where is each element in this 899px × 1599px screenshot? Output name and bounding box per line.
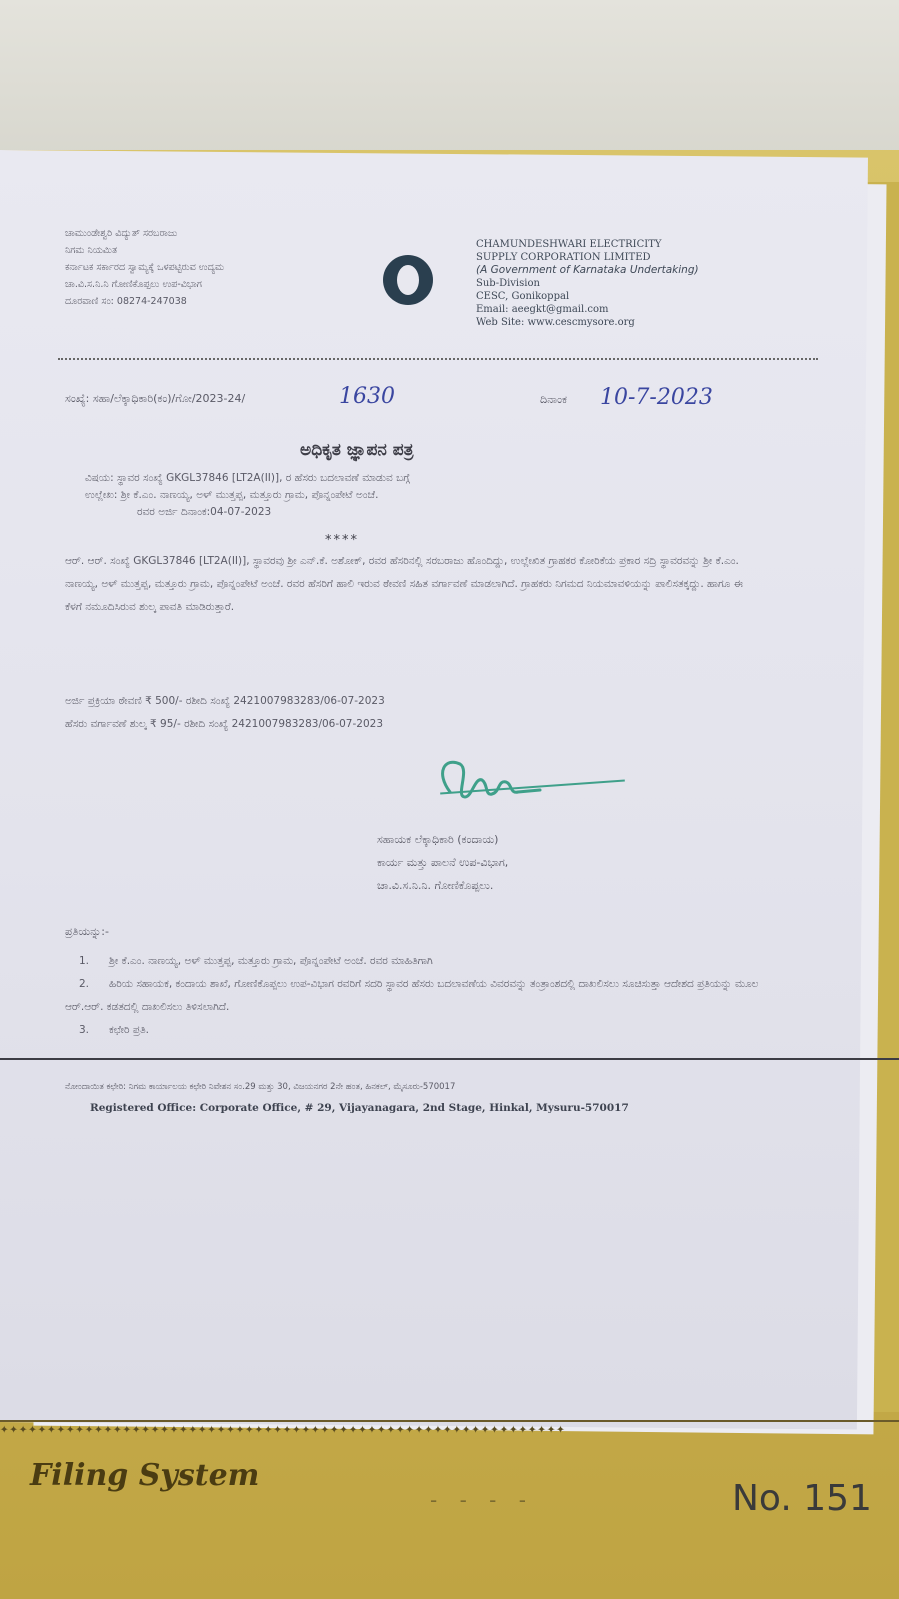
signature-image [430, 752, 550, 807]
letterhead-website: Web Site: www.cescmysore.org [476, 317, 635, 328]
folder-perforation: ✦✦✦✦✦✦✦✦✦✦✦✦✦✦✦✦✦✦✦✦✦✦✦✦✦✦✦✦✦✦✦✦✦✦✦✦✦✦✦✦✦✦✦✦✦✦✦✦✦✦✦✦✦✦✦✦✦✦✦✦ [0, 1420, 899, 1434]
letterhead-english [476, 238, 806, 329]
separator-stars: **** [325, 533, 359, 548]
application-date-line: ರವರ ಅರ್ಜಿ ದಿನಾಂಕ:04-07-2023 [137, 506, 272, 518]
signatory-title: ಸಹಾಯಕ ಲೆಕ್ಕಾಧಿಕಾರಿ (ಕಂದಾಯ) [377, 833, 499, 846]
document-title: ಅಧಿಕೃತ ಜ್ಞಾಪನ ಪತ್ರ [300, 440, 414, 460]
reference-line: ಉಲ್ಲೇಖ: ಶ್ರೀ ಕೆ.ಎಂ. ನಾಣಯ್ಯ, ಅಳ್ ಮುತ್ತಪ್ಪ, ಮತ್ತೂರು ಗ್ರಾಮ, ಪೊನ್ನಂಪೇಟೆ ಅಂಚೆ. [85, 489, 379, 501]
letterhead-line: ಚಾ.ವಿ.ಸ.ನಿ.ನಿ ಗೋಣಿಕೊಪ್ಪಲು ಉಪ-ವಿಭಾಗ [65, 279, 202, 290]
signatory-place: ಚಾ.ವಿ.ಸ.ನಿ.ನಿ. ಗೋಣಿಕೊಪ್ಪಲು. [377, 879, 494, 892]
fee-line: ಅರ್ಜಿ ಪ್ರಕ್ರಿಯಾ ಠೇವಣಿ ₹ 500/- ರಶೀದಿ ಸಂಖ್ಯೆ 2421007983283/06-07-2023 [65, 695, 385, 707]
fee-details [65, 690, 665, 736]
signatory-block [377, 828, 697, 897]
reference-number: 1630 [339, 384, 395, 409]
date-label: ದಿನಾಂಕ [540, 393, 567, 406]
letterhead-line: CHAMUNDESHWARI ELECTRICITY [476, 239, 662, 250]
letterhead-line: SUPPLY CORPORATION LIMITED [476, 252, 651, 263]
subject-block [85, 470, 705, 521]
header-divider [58, 358, 818, 360]
folder-brand: Filing System [30, 1458, 260, 1493]
letterhead-email: Email: aeegkt@gmail.com [476, 304, 609, 315]
letterhead-line: ಚಾಮುಂಡೇಶ್ವರಿ ವಿದ್ಯುತ್ ಸರಬರಾಜು [65, 228, 178, 239]
body-paragraph: ಆರ್. ಆರ್. ಸಂಖ್ಯೆ GKGL37846 [LT2A(II)], ಸ್ಥಾವರವು ಶ್ರೀ ಎನ್.ಕೆ. ಅಶೋಕ್, ರವರ ಹೆಸರಿನಲ್ಲಿ ಸರಬರಾಜು ಹೊಂದಿದ್ದು, ಉಲ್ಲೇಖಿತ ಗ್ರಾಹಕರ ಕೋರಿಕೆಯ ಪ್ರಕಾರ ಸದ್ರಿ ಸ್ಥಾವರವನ್ನು ಶ್ರೀ ಕೆ.ಎಂ. ನಾಣಯ್ಯ, ಅಳ್ ಮುತ್ತಪ್ಪ, ಮತ್ತೂರು ಗ್ರಾಮ, ಪೊನ್ನಂಪೇಟೆ ಅಂಚೆ. ರವರ ಹೆಸರಿಗೆ ಹಾಲಿ ಇರುವ ಠೇವಣಿ ಸಹಿತ ವರ್ಗಾವಣೆ ಮಾಡಲಾಗಿದೆ. ಗ್ರಾಹಕರು ನಿಗಮದ ನಿಯಮಾವಳಿಯನ್ನು ಪಾಲಿಸತಕ್ಕದ್ದು. ಹಾಗೂ ಈ ಕೆಳಗೆ ನಮೂದಿಸಿರುವ ಶುಲ್ಕ ಪಾವತಿ ಮಾಡಿರುತ್ತಾರೆ. [65, 555, 743, 613]
folder-number: No. 151 [732, 1478, 872, 1519]
list-item: 1. ಶ್ರೀ ಕೆ.ಎಂ. ನಾಣಯ್ಯ, ಅಳ್ ಮುತ್ತಪ್ಪ, ಮತ್ತೂರು ಗ್ರಾಮ, ಪೊನ್ನಂಪೇಟೆ ಅಂಚೆ. ರವರ ಮಾಹಿತಿಗಾಗಿ [79, 955, 433, 967]
letterhead-line: ನಿಗಮ ನಿಯಮಿತ [65, 245, 118, 256]
footer-address-english: Registered Office: Corporate Office, # 29, Vijayanagara, 2nd Stage, Hinkal, Mysuru-570017 [90, 1102, 629, 1114]
fee-line: ಹೆಸರು ವರ್ಗಾವಣೆ ಶುಲ್ಕ ₹ 95/- ರಶೀದಿ ಸಂಖ್ಯೆ 2421007983283/06-07-2023 [65, 718, 384, 730]
subject-line: ವಿಷಯ: ಸ್ಥಾವರ ಸಂಖ್ಯೆ GKGL37846 [LT2A(II)], ರ ಹೆಸರು ಬದಲಾವಣೆ ಮಾಡುವ ಬಗ್ಗೆ [85, 472, 410, 484]
cesc-logo-icon [383, 255, 433, 305]
letterhead-line: ದೂರವಾಣಿ ಸಂ: 08274-247038 [65, 296, 187, 307]
letterhead-line: Sub-Division [476, 278, 540, 289]
footer-address-kannada: ನೋಂದಾಯಿತ ಕಛೇರಿ: ನಿಗಮ ಕಾರ್ಯಾಲಯ ಕಛೇರಿ ನಿವೇಶನ ಸಂ.29 ಮತ್ತು 30, ವಿಜಯನಗರ 2ನೇ ಹಂತ, ಹಿನಕಲ್, ಮೈಸೂರು-570017 [65, 1082, 456, 1092]
folder-dashes: - - - - [430, 1488, 534, 1512]
list-item: 2. ಹಿರಿಯ ಸಹಾಯಕ, ಕಂದಾಯ ಶಾಖೆ, ಗೋಣಿಕೊಪ್ಪಲು ಉಪ-ವಿಭಾಗ ರವರಿಗೆ ಸದರಿ ಸ್ಥಾವರ ಹೆಸರು ಬದಲಾವಣೆಯ ವಿವರವನ್ನು ತಂತ್ರಾಂಶದಲ್ಲಿ ದಾಖಲಿಸಲು ಸೂಚಿಸುತ್ತಾ ಆದೇಶದ ಪ್ರತಿಯನ್ನು ಮೂಲ ಆರ್.ಆರ್. ಕಡತದಲ್ಲಿ ದಾಖಲಿಸಲು ತಿಳಿಸಲಾಗಿದೆ. [65, 978, 759, 1013]
letterhead-line: CESC, Gonikoppal [476, 291, 570, 302]
date-value: 10-7-2023 [600, 385, 713, 410]
letterhead-kannada [65, 225, 375, 310]
copies-list [65, 950, 765, 1042]
footer-divider [0, 1058, 899, 1060]
list-item: 3. ಕಛೇರಿ ಪ್ರತಿ. [79, 1024, 150, 1036]
reference-label: ಸಂಖ್ಯೆ: ಸಹಾ/ಲೆಕ್ಕಾಧಿಕಾರಿ(ಕಂ)/ಗೋ/2023-24/ [65, 392, 246, 405]
signatory-office: ಕಾರ್ಯ ಮತ್ತು ಪಾಲನೆ ಉಪ-ವಿಭಾಗ, [377, 856, 509, 869]
letterhead-line: ಕರ್ನಾಟಕ ಸರ್ಕಾರದ ಸ್ವಾಮ್ಯಕ್ಕೆ ಒಳಪಟ್ಟಿರುವ ಉದ್ಯಮ [65, 262, 225, 273]
copies-heading: ಪ್ರತಿಯನ್ನು:- [65, 925, 109, 938]
letterhead-line: (A Government of Karnataka Undertaking) [476, 264, 699, 276]
